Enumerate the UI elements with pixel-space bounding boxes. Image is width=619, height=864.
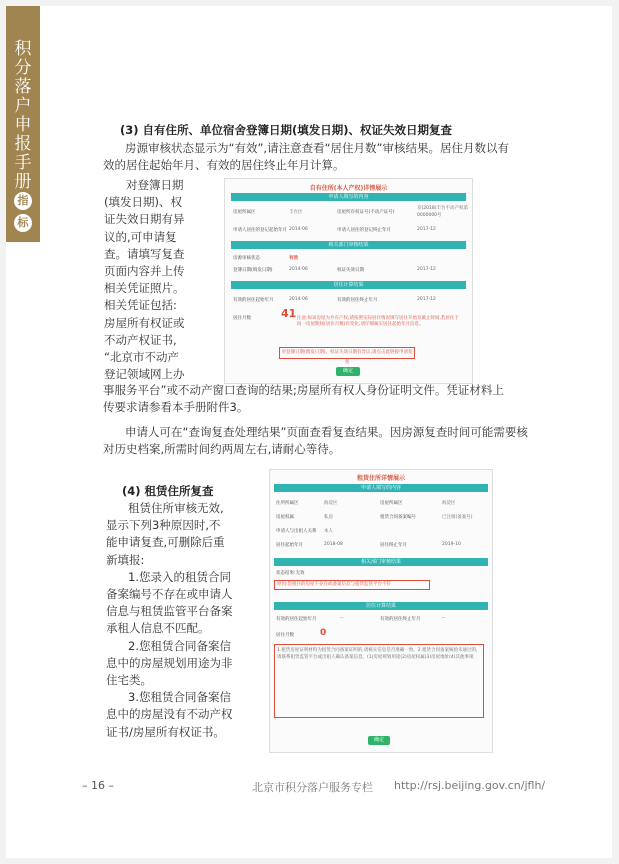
shot1-bar1: 申请人填写的内容 (231, 193, 466, 201)
sidebar-tab (6, 6, 40, 242)
left-col-line: “北京市不动产 (104, 350, 179, 365)
months-label: 居住月数 (276, 633, 294, 638)
left-col-line: 备案编号不存在或申请人 (106, 587, 233, 602)
label: 房屋所有权证号(不动产证号) (337, 210, 395, 215)
shot2-bar2: 相关部门审核结果 (274, 558, 488, 566)
screenshot-rental-housing (269, 469, 493, 753)
label: 有效的居住终止年月 (380, 617, 421, 622)
status-value: 有效 (289, 256, 298, 261)
value: 海淀区 (324, 501, 338, 506)
left-col-line: 对登簿日期 (126, 178, 184, 192)
sidebar-title: 积分落户申报手册 (14, 39, 32, 192)
shot2-bar3: 居住计算结果 (274, 602, 488, 610)
left-col-line: 住宅类。 (106, 673, 152, 688)
left-col-line: 相关凭证照片。 (104, 281, 185, 296)
page-number: – 16 – (82, 779, 114, 792)
left-col-line: 不动产权证书, (104, 332, 177, 347)
months-value: 41 (281, 307, 297, 320)
label: 申请人居住的登记终止年月 (337, 228, 391, 233)
value: 京(2018)丰台不动产权第 (417, 206, 468, 211)
label: 房屋所属区 (380, 501, 403, 506)
label: 房屋权属 (276, 515, 294, 520)
badge-1: 指 (14, 192, 32, 210)
after-line-2: 传要求请参看本手册附件3。 (103, 400, 249, 414)
value: 2017-12 (417, 267, 436, 272)
note: 注意:如该房屋为共有产权,请按照实际居住情况填写居住开始及截止时间,若居住于同一房屋期间(居住月数)有变化,请仔细核实居住起始年月信息。 (297, 316, 459, 327)
left-col-line: 显示下列3种原因时,不 (106, 518, 221, 533)
value: -- (442, 616, 446, 621)
left-col-line: 3.您租赁合同备案信 (128, 690, 231, 705)
left-col-line: 查。请填写复查 (104, 246, 185, 261)
label: 申请人与出租人关系 (276, 529, 317, 534)
status-text: 状态结果:无效 (276, 571, 305, 576)
left-col-line: 登记领域网上办 (104, 367, 185, 382)
para2-line-1: 申请人可在“查询复查处理结果”页面查看复查结果。因房源复查时间可能需要核 (125, 425, 528, 439)
value: 0000000号 (417, 213, 442, 218)
left-col-line: 新填报: (106, 552, 145, 567)
shot1-bar2: 相关部门审核结果 (231, 241, 466, 249)
left-col-line: 2.您租赁合同备案信 (128, 638, 231, 653)
left-col-line: 承租人信息不匹配。 (106, 621, 210, 636)
value: 2017-12 (417, 227, 436, 232)
left-col-line: 议的,可申请复 (104, 229, 177, 244)
badge-2: 标 (14, 214, 32, 232)
left-col-line: 租赁住所审核无效, (128, 501, 224, 515)
left-col-line: 能申请复查,可删除后重 (106, 535, 225, 550)
label: 居住终止年月 (380, 543, 407, 548)
shot1-title: 自有住所(本人产权)详情展示 (309, 185, 388, 192)
after-line-1: 事服务平台”或不动产窗口查询的结果;房屋所有权人身份证明文件。凭证材料上 (103, 383, 504, 397)
shot1-bar3: 居住计算结果 (231, 281, 466, 289)
label: 住所所属区 (276, 501, 299, 506)
label: 居住起始年月 (276, 543, 303, 548)
label: 有效的居住终止年月 (337, 298, 378, 303)
value: 2014-06 (289, 227, 308, 232)
shot2-bar1: 申请人填写的内容 (274, 484, 488, 492)
label: 房屋所属区 (233, 210, 256, 215)
section3-heading: (3) 自有住所、单位宿舍登簿日期(填发日期)、权证失效日期复查 (120, 123, 453, 137)
value: 已注销(备案号) (442, 515, 473, 520)
left-col-line: 页面内容并上传 (104, 264, 185, 279)
label: 有效的居住起始年月 (276, 617, 317, 622)
value: 2014-06 (289, 267, 308, 272)
left-col-line: 信息与租赁监管平台备案 (106, 604, 233, 619)
notes-box: 1.租赁房屋证明材料为租赁合同备案证明的,请核实信息是否准确一致。2.租赁合同备案核验未通过的,请联系租赁监管平台或出租人确认备案信息。(1)房屋规划用途(2)房屋权属(3)房屋地址(4)其他事项 (274, 644, 484, 718)
review-link-box[interactable]: 对登簿日期(填发日期)、权证失效日期有异议,请点击此链接申请复查 (279, 347, 415, 359)
label: 权证失效日期 (337, 268, 364, 273)
label: 有效的居住起始年月 (233, 298, 274, 303)
para2-line-2: 对历史档案,所需时间约两周左右,请耐心等待。 (103, 442, 341, 456)
label: 申请人居住的登记起始年月 (233, 228, 287, 233)
left-col-line: 息中的房屋规划用途为非 (106, 655, 233, 670)
shot2-title: 租赁住所详情展示 (356, 475, 405, 482)
value: 2017-12 (417, 297, 436, 302)
months-value: 0 (320, 628, 327, 638)
reason-box: 原因:您租住的房屋不存在或备案信息与租赁监管平台不符 (274, 580, 430, 590)
footer-url[interactable]: http://rsj.beijing.gov.cn/jflh/ (394, 779, 546, 792)
value: -- (340, 616, 344, 621)
left-col-line: 证失效日期有异 (104, 212, 185, 227)
value: 2019-10 (442, 542, 461, 547)
intro-line-1: 房源审核状态显示为“有效”,请注意查看“居住月数”审核结果。居住月数以有 (125, 141, 509, 155)
value: 海淀区 (442, 501, 456, 506)
footer-site: 北京市积分落户服务专栏 (252, 781, 373, 794)
left-col-line: 相关凭证包括: (104, 298, 177, 313)
value: 2014-06 (289, 297, 308, 302)
label: 房源审核状态 (233, 256, 260, 261)
months-label: 居住月数 (233, 316, 251, 321)
left-col-line: 房屋所有权证或 (104, 315, 185, 330)
value: 2018-08 (324, 542, 343, 547)
left-col-line: 1.您录入的租赁合同 (128, 569, 231, 584)
section4-heading: (4) 租赁住所复查 (122, 484, 214, 498)
value: 本人 (324, 529, 333, 534)
label: 租赁合同备案编号 (380, 515, 416, 520)
label: 登簿日期(填发日期) (233, 268, 273, 273)
left-col-line: 息中的房屋没有不动产权 (106, 707, 233, 722)
confirm-button[interactable]: 确定 (336, 367, 360, 376)
intro-line-2: 效的居住起始年月、有效的居住终止年月计算。 (103, 158, 345, 172)
left-col-line: 证书/房屋所有权证书。 (106, 724, 225, 739)
value: 私房 (324, 515, 333, 520)
left-col-line: (填发日期)、权 (104, 195, 182, 210)
value: 丰台区 (289, 210, 303, 215)
confirm-button-2[interactable]: 确定 (368, 736, 390, 745)
screenshot-own-housing (224, 178, 473, 384)
